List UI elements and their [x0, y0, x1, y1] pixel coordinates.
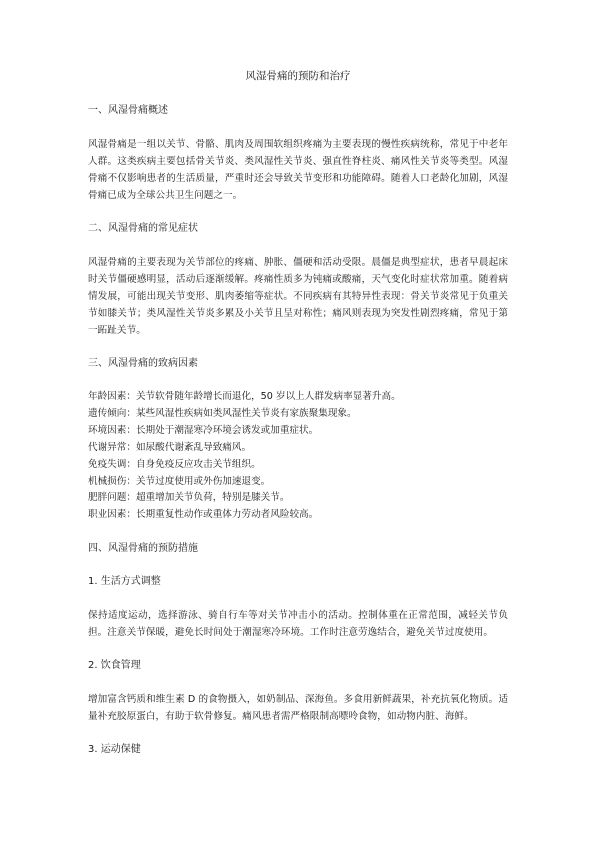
list-item: 年龄因素：关节软骨随年龄增长而退化，50 岁以上人群发病率显著升高。 [88, 391, 401, 402]
section-heading-prevention: 四、风湿骨痛的预防措施 [88, 543, 198, 555]
subsection-heading-exercise: 3. 运动保健 [88, 744, 141, 756]
subsection-paragraph-lifestyle: 保持适度运动，选择游泳、骑自行车等对关节冲击小的活动。控制体重在正常范围，减轻关节负担。注意关节保暖，避免长时间处于潮湿寒冷环境。工作时注意劳逸结合，避免关节过度使用。 [88, 610, 508, 639]
section-paragraph-symptoms: 风湿骨痛的主要表现为关节部位的疼痛、肿胀、僵硬和活动受限。晨僵是典型症状，患者早晨起床时关节僵硬感明显，活动后逐渐缓解。疼痛性质多为钝痛或酸痛，天气变化时症状常加重。随着病情发展，可能出现关节变形、肌肉萎缩等症状。不同疾病有其特异性表现：骨关节炎常见于负重关节如膝关节；类风湿性关节炎多累及小关节且呈对称性；痛风则表现为突发性剧烈疼痛，常见于第一跖趾关节。 [88, 257, 508, 336]
subsection-heading-diet: 2. 饮食管理 [88, 660, 141, 672]
section-heading-causes: 三、风湿骨痛的致病因素 [88, 358, 198, 369]
list-item: 代谢异常：如尿酸代谢紊乱导致痛风。 [88, 441, 252, 453]
subsection-heading-lifestyle: 1. 生活方式调整 [88, 576, 161, 588]
list-item: 机械损伤：关节过度使用或外伤加速退变。 [88, 475, 271, 487]
subsection-paragraph-diet: 增加富含钙质和维生素 D 的食物摄入，如奶制品、深海鱼。多食用新鲜蔬果，补充抗氧化物质。适量补充胶原蛋白，有助于软骨修复。痛风患者需严格限制高嘌呤食物，如动物内脏、海鲜。 [88, 694, 508, 723]
document-body [88, 68, 508, 775]
causes-list [88, 389, 508, 524]
document-title: 风湿骨痛的预防和治疗 [245, 70, 351, 82]
list-item: 免疫失调：自身免疫反应攻击关节组织。 [88, 458, 261, 470]
list-item: 环境因素：长期处于潮湿寒冷环境会诱发或加重症状。 [88, 424, 319, 436]
section-paragraph-overview: 风湿骨痛是一组以关节、骨骼、肌肉及周围软组织疼痛为主要表现的慢性疾病统称，常见于中老年人群。这类疾病主要包括骨关节炎、类风湿性关节炎、强直性脊柱炎、痛风性关节炎等类型。风湿骨痛不仅影响患者的生活质量，严重时还会导致关节变形和功能障碍。随着人口老龄化加剧，风湿骨痛已成为全球公共卫生问题之一。 [88, 139, 508, 201]
list-item: 职业因素：长期重复性动作或重体力劳动者风险较高。 [88, 509, 319, 521]
list-item: 遗传倾向：某些风湿性疾病如类风湿性关节炎有家族聚集现象。 [88, 407, 357, 419]
list-item: 肥胖问题：超重增加关节负荷，特别是膝关节。 [88, 492, 290, 504]
section-heading-symptoms: 二、风湿骨痛的常见症状 [88, 223, 198, 234]
section-heading-overview: 一、风湿骨痛概述 [88, 105, 168, 116]
